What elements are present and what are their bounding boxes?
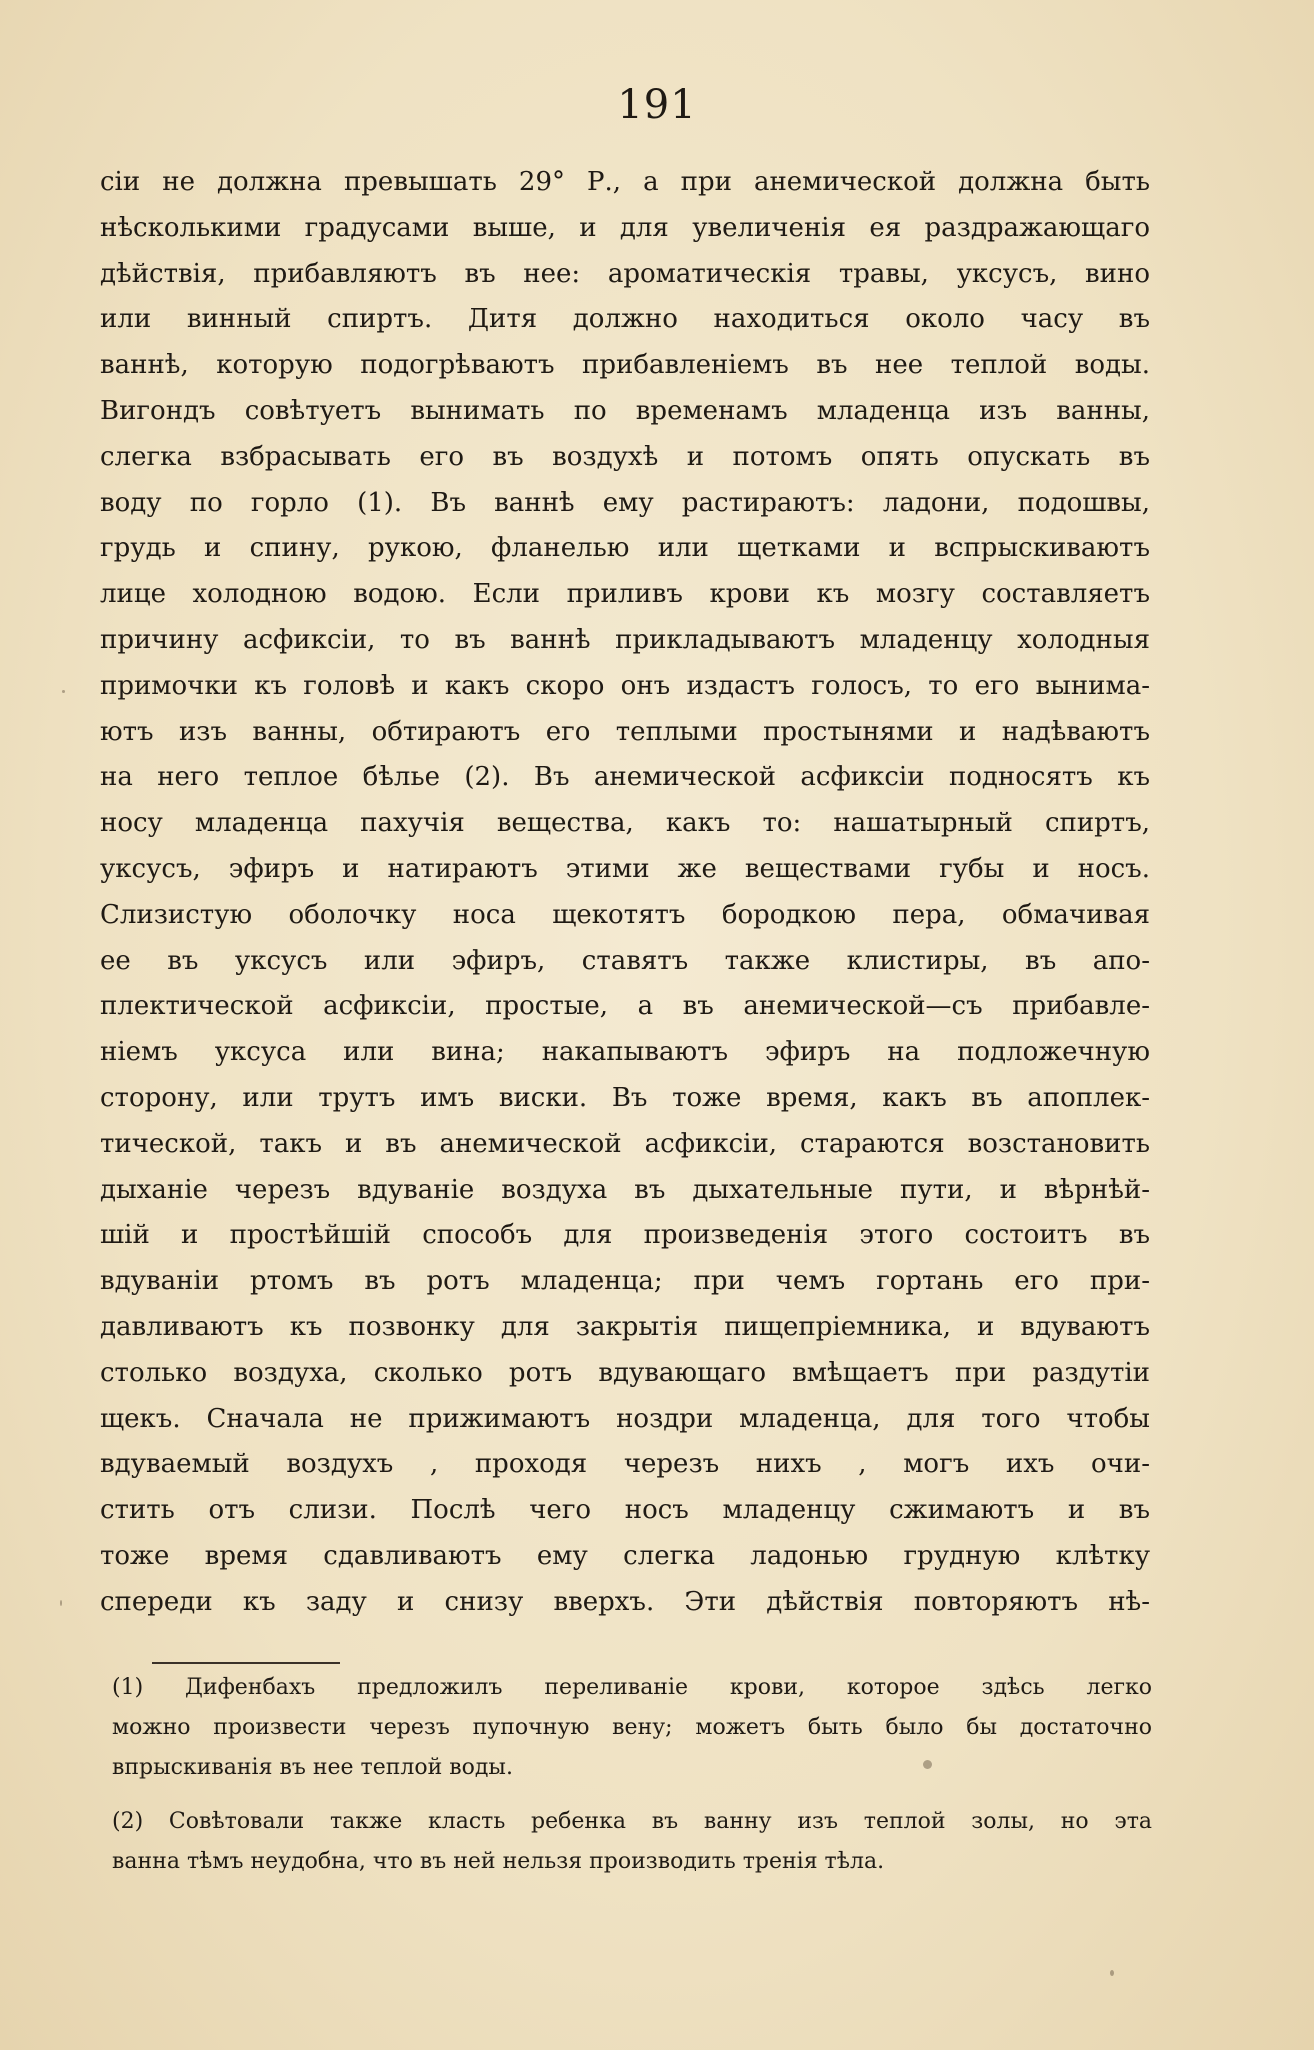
- body-line: давливаютъ къ позвонку для закрытія пищепріемника, и вдуваютъ: [100, 1311, 1150, 1342]
- body-line: примочки къ головѣ и какъ скоро онъ издастъ голосъ, то его вынима-: [100, 670, 1150, 701]
- body-line: дѣйствія, прибавляютъ въ нее: ароматическія травы, уксусъ, вино: [100, 258, 1150, 289]
- body-line: ее въ уксусъ или эфиръ, ставятъ также клистиры, въ апо-: [100, 945, 1150, 976]
- footnote-rule: [152, 1662, 340, 1664]
- paper-speck: [62, 690, 65, 693]
- body-line: вдуваніи ртомъ въ ротъ младенца; при чемъ гортань его при-: [100, 1266, 1150, 1297]
- body-line: дыханіе черезъ вдуваніе воздуха въ дыхательные пути, и вѣрнѣй-: [100, 1174, 1150, 1205]
- footnote-line: впрыскиванія въ нее теплой воды.: [112, 1755, 513, 1780]
- footnote-line: (2) Совѣтовали также класть ребенка въ ванну изъ теплой золы, но эта: [112, 1809, 1152, 1834]
- body-line: стить отъ слизи. Послѣ чего носъ младенцу сжимаютъ и въ: [100, 1495, 1150, 1526]
- footnote-gap: [112, 1788, 1152, 1802]
- body-line: тоже время сдавливаютъ ему слегка ладонью грудную клѣтку: [100, 1540, 1150, 1571]
- body-line: воду по горло (1). Въ ваннѣ ему растираютъ: ладони, подошвы,: [100, 487, 1150, 518]
- body-line: ютъ изъ ванны, обтираютъ его теплыми простынями и надѣваютъ: [100, 716, 1150, 747]
- body-line: Вигондъ совѣтуетъ вынимать по временамъ младенца изъ ванны,: [100, 395, 1150, 426]
- footnote-line: можно произвести черезъ пупочную вену; можетъ быть было бы достаточно: [112, 1715, 1152, 1740]
- body-line: грудь и спину, рукою, фланелью или щетками и вспрыскиваютъ: [100, 533, 1150, 564]
- body-line: плектической асфиксіи, простые, а въ анемической—съ прибавле-: [100, 991, 1150, 1022]
- body-line: или винный спиртъ. Дитя должно находиться около часу въ: [100, 304, 1150, 335]
- body-line: на него теплое бѣлье (2). Въ анемической асфиксіи подносятъ къ: [100, 762, 1150, 793]
- body-line: слегка взбрасывать его въ воздухѣ и потомъ опять опускать въ: [100, 441, 1150, 472]
- body-line: столько воздуха, сколько ротъ вдувающаго вмѣщаетъ при раздутіи: [100, 1357, 1150, 1388]
- body-line: лице холодною водою. Если приливъ крови къ мозгу составляетъ: [100, 579, 1150, 610]
- body-line: носу младенца пахучія вещества, какъ то: нашатырный спиртъ,: [100, 808, 1150, 839]
- body-line: ніемъ уксуса или вина; накапываютъ эфиръ на подложечную: [100, 1037, 1150, 1068]
- body-line: ваннѣ, которую подогрѣваютъ прибавленіемъ въ нее теплой воды.: [100, 350, 1150, 381]
- footnotes: [112, 1668, 1152, 1882]
- body-text: [100, 160, 1150, 1626]
- paper-speck: [923, 1760, 932, 1769]
- footnote-line: ванна тѣмъ неудобна, что въ ней нельзя производить тренія тѣла.: [112, 1849, 885, 1874]
- body-line: сторону, или трутъ имъ виски. Въ тоже время, какъ въ апоплек-: [100, 1082, 1150, 1113]
- footnote-line: (1) Дифенбахъ предложилъ переливаніе крови, которое здѣсь легко: [112, 1675, 1152, 1700]
- body-line: вдуваемый воздухъ , проходя черезъ нихъ , могъ ихъ очи-: [100, 1449, 1150, 1480]
- page-number: 191: [617, 82, 697, 128]
- footnote-1: [112, 1668, 1152, 1788]
- paper-speck: [1110, 1970, 1114, 1976]
- body-line: Слизистую оболочку носа щекотятъ бородкою пера, обмачивая: [100, 899, 1150, 930]
- body-line: уксусъ, эфиръ и натираютъ этими же веществами губы и носъ.: [100, 853, 1150, 884]
- body-line: сіи не должна превышать 29° Р., а при анемической должна быть: [100, 167, 1150, 197]
- body-line: спереди къ заду и снизу вверхъ. Эти дѣйствія повторяютъ нѣ-: [100, 1586, 1150, 1617]
- body-line: причину асфиксіи, то въ ваннѣ прикладываютъ младенцу холодныя: [100, 624, 1150, 655]
- body-line: тической, такъ и въ анемической асфиксіи, стараются возстановить: [100, 1128, 1150, 1159]
- footnote-2: [112, 1802, 1152, 1882]
- paper-speck: [60, 1600, 62, 1606]
- body-line: шій и простѣйшій способъ для произведенія этого состоитъ въ: [100, 1220, 1150, 1251]
- body-line: нѣсколькими градусами выше, и для увеличенія ея раздражающаго: [100, 212, 1150, 243]
- body-line: щекъ. Сначала не прижимаютъ ноздри младенца, для того чтобы: [100, 1403, 1150, 1434]
